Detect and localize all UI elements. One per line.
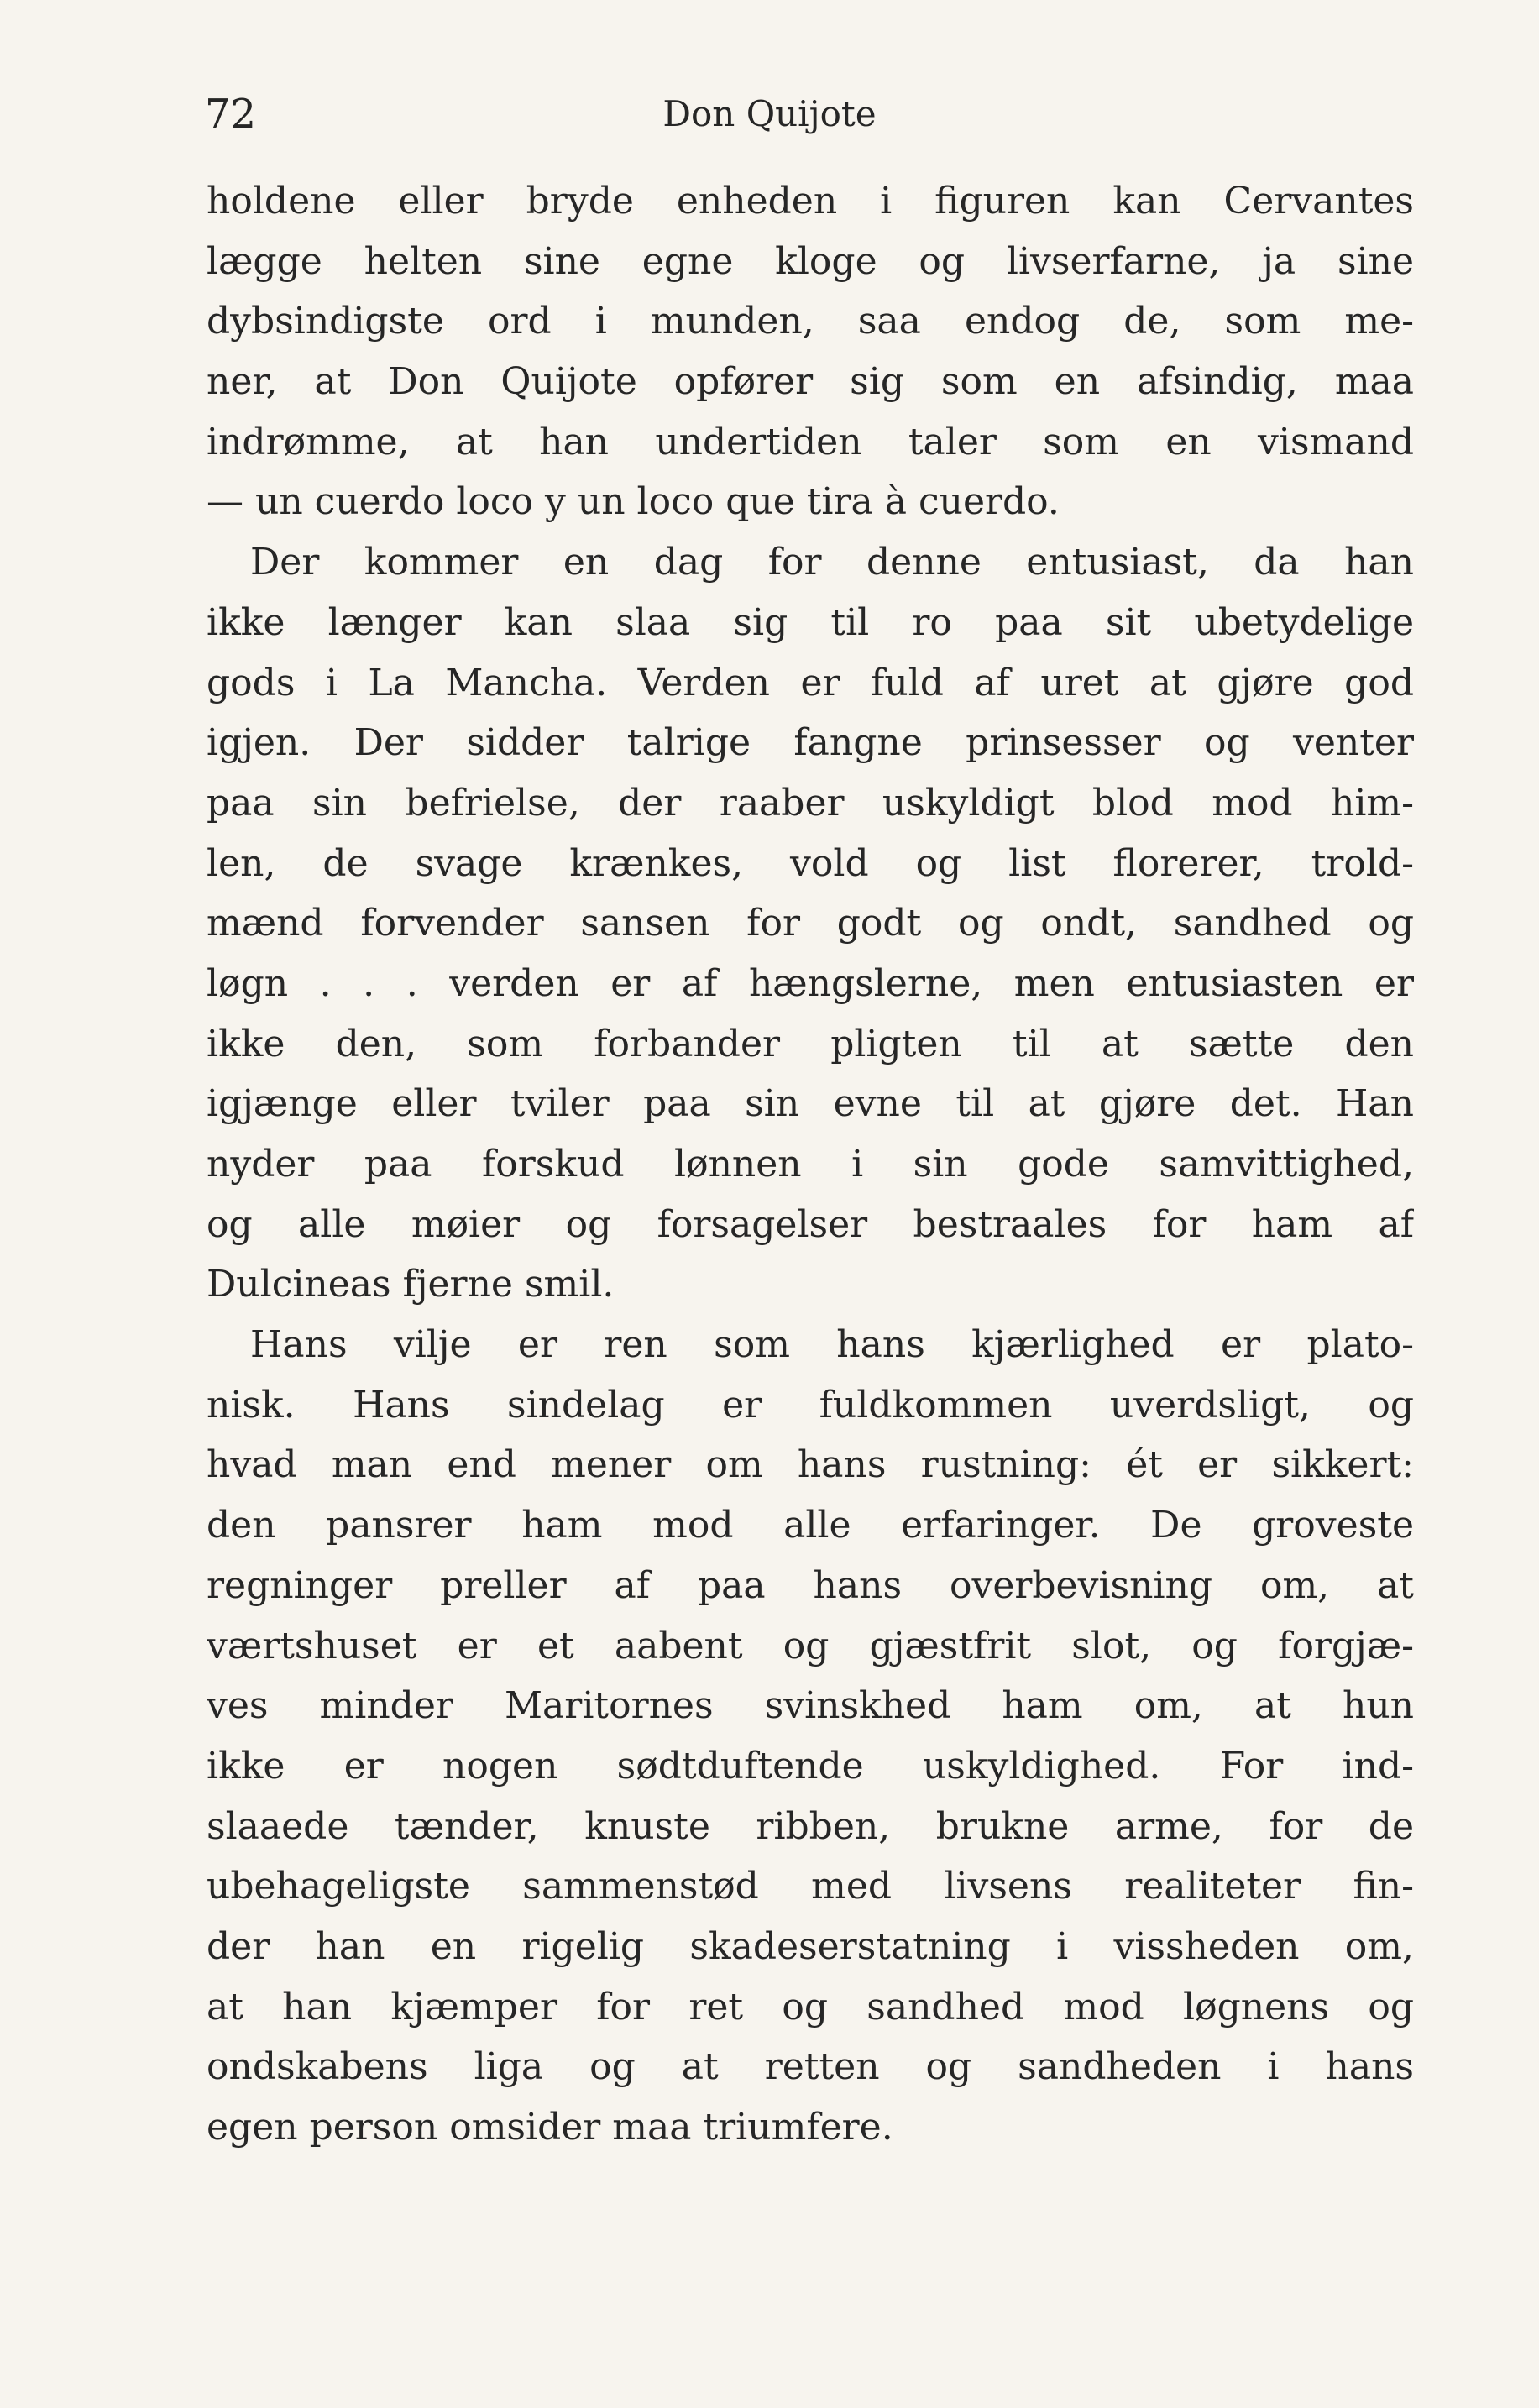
text-line: igjænge eller tviler paa sin evne til at gjøre det. Han [207,1082,1414,1126]
text-line: der han en rigelig skadeserstatning i vissheden om, [207,1924,1414,1968]
text-line: mænd forvender sansen for godt og ondt, sandhed og [207,902,1414,945]
text-line: — un cuerdo loco y un loco que tira à cuerdo. [207,480,1060,524]
text-line: nyder paa forskud lønnen i sin gode samvittighed, [207,1143,1414,1186]
text-line: gods i La Mancha. Verden er fuld af uret at gjøre god [207,661,1414,704]
text-line: hvad man end mener om hans rustning: ét er sikkert: [207,1443,1414,1487]
text-line: ves minder Maritornes svinskhed ham om, at hun [207,1684,1414,1728]
running-title: Don Quijote [662,93,877,134]
text-line: Dulcineas fjerne smil. [207,1263,615,1306]
paragraph-2 [207,532,1414,1315]
paragraph-1 [207,171,1414,532]
text-line: len, de svage krænkes, vold og list florerer, trold- [207,841,1414,885]
text-line: ikke er nogen sødtduftende uskyldighed. For ind- [207,1744,1414,1788]
text-line: Hans vilje er ren som hans kjærlighed er plato- [250,1323,1414,1367]
text-line: holdene eller bryde enheden i figuren kan Cervantes [207,180,1414,222]
text-line: paa sin befrielse, der raaber uskyldigt blod mod him- [207,781,1414,824]
text-line: ondskabens liga og at retten og sandheden i hans [207,2045,1414,2089]
text-line: ikke længer kan slaa sig til ro paa sit ubetydelige [207,600,1414,644]
text-line: igjen. Der sidder talrige fangne prinsesser og venter [207,721,1414,765]
text-line: regninger preller af paa hans overbevisning om, at [207,1563,1414,1607]
text-line: den pansrer ham mod alle erfaringer. De groveste [207,1504,1414,1547]
text-line: at han kjæmper for ret og sandhed mod løgnens og [207,1985,1414,2028]
text-line: nisk. Hans sindelag er fuldkommen uverdsligt, og [207,1383,1414,1426]
body-text [207,171,1414,2158]
text-line: slaaede tænder, knuste ribben, brukne arme, for de [207,1804,1414,1848]
text-line: løgn . . . verden er af hængslerne, men entusiasten er [207,961,1414,1005]
text-line: Der kommer en dag for denne entusiast, da han [250,541,1414,584]
text-line: egen person omsider maa triumfere. [207,2106,893,2149]
text-line: lægge helten sine egne kloge og livserfarne, ja sine [207,239,1414,283]
text-line: ikke den, som forbander pligten til at sætte den [207,1022,1414,1065]
text-line: dybsindigste ord i munden, saa endog de, som me- [207,300,1414,343]
text-line: ubehageligste sammenstød med livsens realiteter fin- [207,1865,1414,1908]
paragraph-3 [207,1315,1414,2158]
text-line: ner, at Don Quijote opfører sig som en afsindig, maa [207,360,1414,404]
text-line: indrømme, at han undertiden taler som en vismand [207,420,1414,463]
page-number: 72 [205,91,257,138]
text-line: og alle møier og forsagelser bestraales for ham af [207,1202,1414,1246]
text-line: værtshuset er et aabent og gjæstfrit slot, og forgjæ- [207,1624,1414,1667]
